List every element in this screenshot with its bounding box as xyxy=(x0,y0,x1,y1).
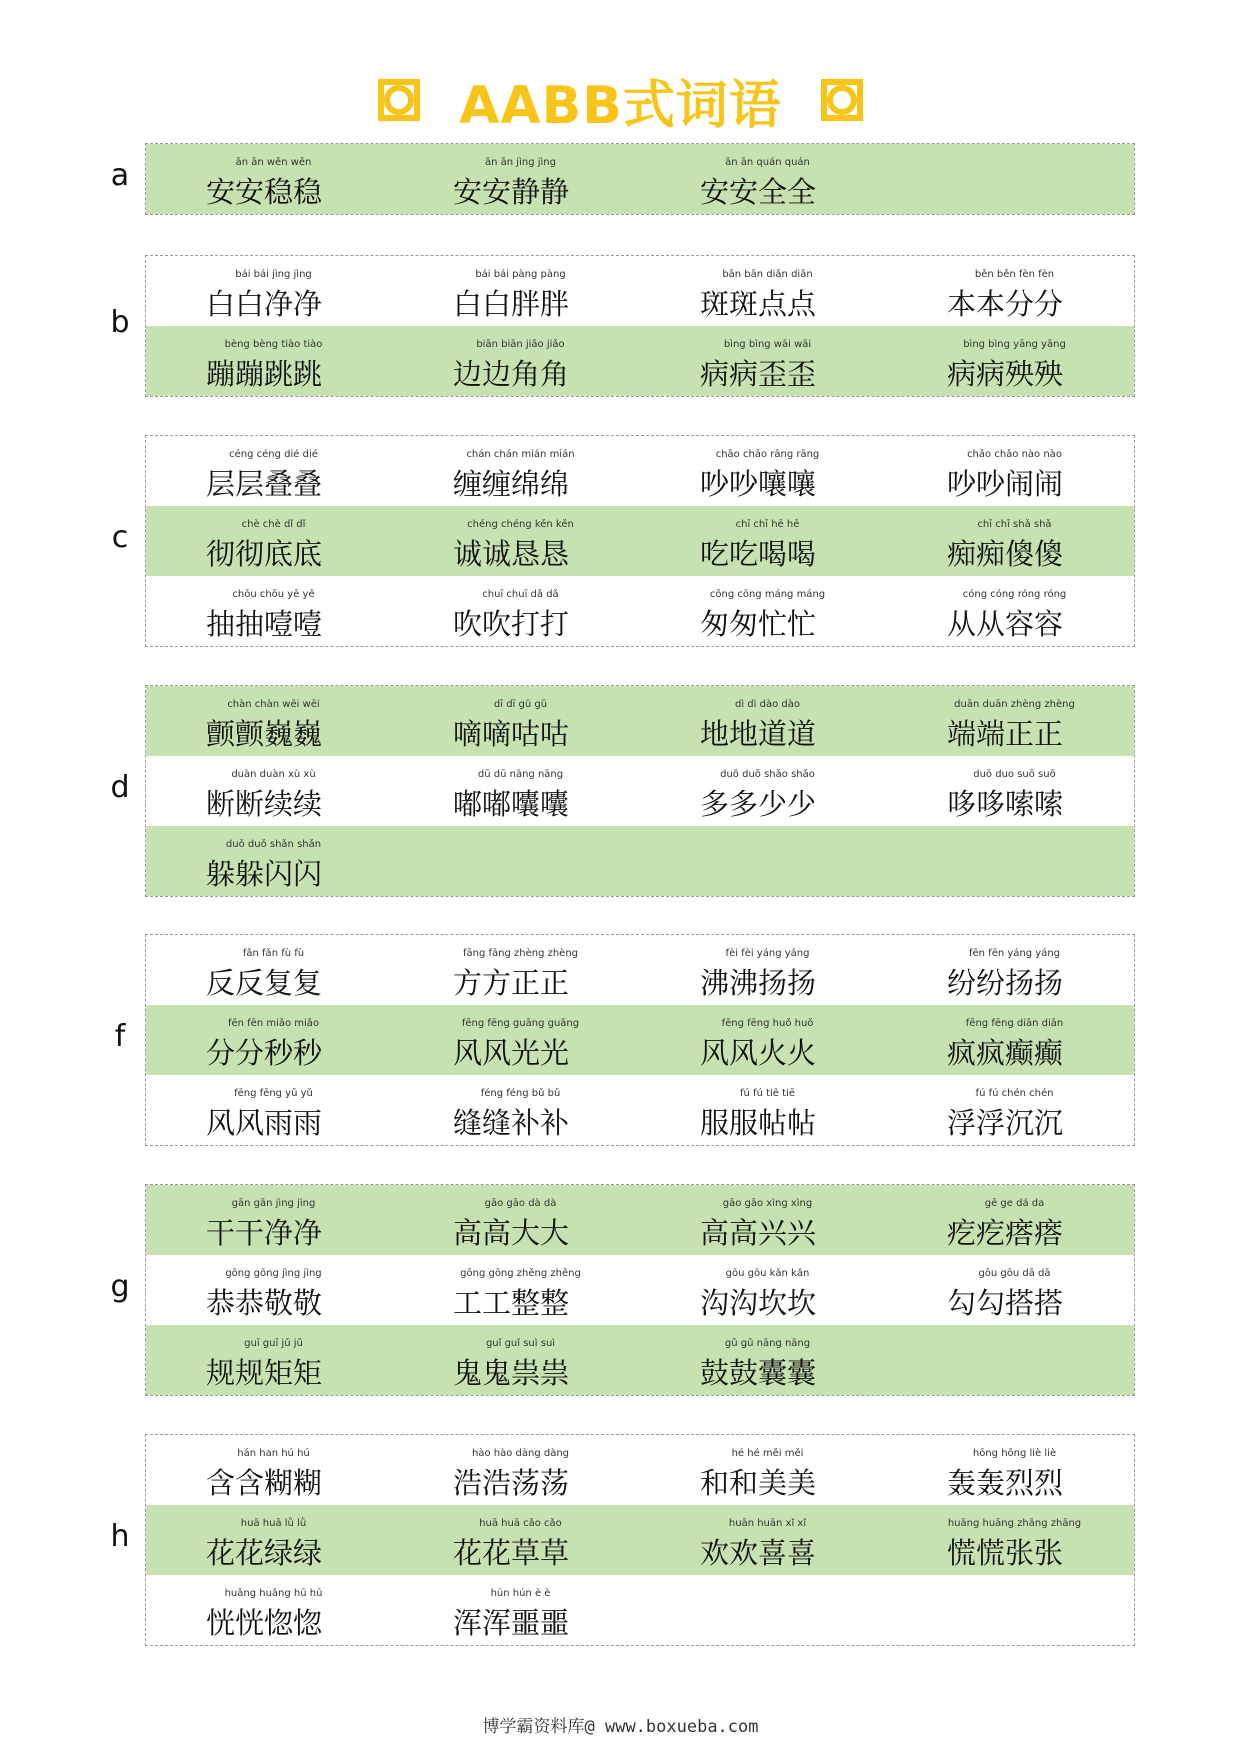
word-text: 层层叠叠 xyxy=(206,467,323,501)
word-cell xyxy=(887,1185,1134,1255)
word-group-g xyxy=(145,1184,1135,1396)
pinyin-text: chōu chōu yē yē xyxy=(232,589,315,600)
word-row xyxy=(146,1575,1134,1645)
word-cell xyxy=(640,1505,887,1575)
word-cell xyxy=(640,144,887,214)
word-row xyxy=(146,506,1134,576)
pinyin-text: gāo gāo xìng xìng xyxy=(722,1198,813,1209)
word-row xyxy=(146,1325,1134,1395)
pinyin-text: dū dū nāng nāng xyxy=(477,769,564,780)
word-text: 疙疙瘩瘩 xyxy=(947,1216,1064,1250)
word-cell xyxy=(640,1255,887,1325)
word-cell xyxy=(887,1255,1134,1325)
pinyin-text: bèng bèng tiào tiào xyxy=(224,339,323,350)
word-text: 从从容容 xyxy=(947,607,1064,641)
word-text: 缝缝补补 xyxy=(453,1106,570,1140)
word-cell xyxy=(146,1575,393,1645)
word-text: 纷纷扬扬 xyxy=(947,966,1064,1000)
word-cell xyxy=(393,1005,640,1075)
pinyin-text: guǐ guǐ suì suì xyxy=(485,1338,556,1349)
group-letter-h: h xyxy=(110,1519,130,1554)
pinyin-text: céng céng dié dié xyxy=(229,449,318,460)
pinyin-text: gōu gōu kǎn kǎn xyxy=(725,1268,810,1279)
word-text: 含含糊糊 xyxy=(206,1466,323,1500)
word-text: 浑浑噩噩 xyxy=(453,1606,570,1640)
pinyin-text: duō duō shǎo shǎo xyxy=(720,769,815,780)
pinyin-text: chǎo chǎo nào nào xyxy=(967,449,1062,460)
word-cell xyxy=(640,506,887,576)
pinyin-text: fú fú chén chén xyxy=(975,1088,1054,1099)
pinyin-text: gǔ gǔ nāng nāng xyxy=(724,1338,811,1349)
pinyin-text: gān gān jìng jìng xyxy=(231,1198,316,1209)
word-row xyxy=(146,756,1134,826)
pinyin-text: fēng fēng yǔ yǔ xyxy=(234,1088,313,1099)
word-cell xyxy=(393,1575,640,1645)
word-text: 分分秒秒 xyxy=(206,1036,323,1070)
word-text: 浮浮沉沉 xyxy=(947,1106,1064,1140)
word-text: 鼓鼓囊囊 xyxy=(700,1356,817,1390)
pinyin-text: chè chè dǐ dǐ xyxy=(241,519,306,530)
word-cell xyxy=(887,686,1134,756)
word-cell xyxy=(393,1185,640,1255)
pinyin-text: huǎng huǎng hū hū xyxy=(224,1588,323,1599)
word-cell xyxy=(640,1185,887,1255)
word-cell xyxy=(146,436,393,506)
word-text: 恍恍惚惚 xyxy=(206,1606,323,1640)
word-cell xyxy=(393,436,640,506)
pinyin-text: cóng cóng róng róng xyxy=(962,589,1067,600)
word-text: 斑斑点点 xyxy=(700,287,817,321)
pinyin-text: huā huā lǜ lǜ xyxy=(240,1518,307,1529)
pinyin-text: gōng gōng zhěng zhěng xyxy=(460,1268,581,1279)
group-letter-f: f xyxy=(114,1019,126,1054)
word-cell xyxy=(146,576,393,646)
word-cell xyxy=(640,756,887,826)
pinyin-text: chuī chuī dǎ dǎ xyxy=(482,589,559,600)
word-text: 彻彻底底 xyxy=(206,537,323,571)
word-row xyxy=(146,1435,1134,1505)
word-text: 安安静静 xyxy=(453,175,570,209)
ornament-icon-right xyxy=(818,76,866,124)
word-text: 花花草草 xyxy=(453,1536,570,1570)
pinyin-text: fǎn fǎn fù fù xyxy=(242,948,305,959)
pinyin-text: ān ān quán quán xyxy=(725,157,810,168)
pinyin-text: gāo gāo dà dà xyxy=(484,1198,557,1209)
group-letter-c: c xyxy=(111,520,129,555)
word-text: 风风火火 xyxy=(700,1036,817,1070)
word-text: 抽抽噎噎 xyxy=(206,607,323,641)
word-cell xyxy=(146,1435,393,1505)
word-cell xyxy=(640,1075,887,1145)
word-cell xyxy=(146,686,393,756)
group-letter-a: a xyxy=(110,158,130,193)
pinyin-text: gōu gōu dā dā xyxy=(978,1268,1051,1279)
word-cell xyxy=(393,756,640,826)
pinyin-text: fēng fēng guāng guāng xyxy=(461,1018,580,1029)
pinyin-text: bái bái pàng pàng xyxy=(475,269,566,280)
word-cell xyxy=(393,1325,640,1395)
pinyin-text: hún hún è è xyxy=(490,1588,551,1599)
pinyin-text: chán chán mián mián xyxy=(466,449,575,460)
word-text: 病病殃殃 xyxy=(947,357,1064,391)
word-text: 诚诚恳恳 xyxy=(453,537,570,571)
word-text: 嘀嘀咕咕 xyxy=(453,717,570,751)
word-cell xyxy=(640,1005,887,1075)
word-cell xyxy=(146,1075,393,1145)
word-cell xyxy=(393,1255,640,1325)
word-cell xyxy=(146,1505,393,1575)
word-cell xyxy=(393,506,640,576)
word-row xyxy=(146,686,1134,756)
word-cell xyxy=(146,256,393,326)
word-text: 花花绿绿 xyxy=(206,1536,323,1570)
word-cell xyxy=(640,935,887,1005)
word-text: 病病歪歪 xyxy=(700,357,817,391)
pinyin-text: duàn duàn xù xù xyxy=(231,769,316,780)
pinyin-text: fēn fēn yáng yáng xyxy=(968,948,1061,959)
word-text: 安安全全 xyxy=(700,175,817,209)
pinyin-text: fāng fāng zhèng zhèng xyxy=(462,948,579,959)
word-group-f xyxy=(145,934,1135,1146)
pinyin-text: fēng fēng huǒ huǒ xyxy=(721,1018,814,1029)
word-cell xyxy=(887,506,1134,576)
word-text: 风风光光 xyxy=(453,1036,570,1070)
word-cell xyxy=(146,1255,393,1325)
word-cell xyxy=(146,1185,393,1255)
pinyin-text: gōng gōng jìng jìng xyxy=(225,1268,322,1279)
pinyin-text: duān duān zhèng zhèng xyxy=(954,699,1075,710)
word-row xyxy=(146,1185,1134,1255)
word-text: 浩浩荡荡 xyxy=(453,1466,570,1500)
word-cell xyxy=(640,436,887,506)
page-title: AABB式词语 xyxy=(459,75,782,136)
pinyin-text: hé hé měi měi xyxy=(731,1448,804,1459)
word-text: 欢欢喜喜 xyxy=(700,1536,817,1570)
word-cell xyxy=(887,326,1134,396)
pinyin-text: duō duo suō suō xyxy=(973,769,1056,780)
word-text: 白白净净 xyxy=(206,287,323,321)
word-text: 本本分分 xyxy=(947,287,1064,321)
pinyin-text: chī chī hē hē xyxy=(735,519,800,530)
word-cell xyxy=(146,935,393,1005)
pinyin-text: bìng bìng wāi wāi xyxy=(723,339,812,350)
pinyin-text: bái bái jìng jìng xyxy=(235,269,312,280)
word-cell xyxy=(887,1075,1134,1145)
pinyin-text: féng féng bǔ bǔ xyxy=(480,1088,561,1099)
word-text: 沟沟坎坎 xyxy=(700,1286,817,1320)
pinyin-text: fú fú tiē tiē xyxy=(740,1088,795,1099)
group-letter-g: g xyxy=(110,1269,130,1304)
word-text: 哆哆嗦嗦 xyxy=(947,787,1064,821)
word-group-c xyxy=(145,435,1135,647)
word-text: 轰轰烈烈 xyxy=(947,1466,1064,1500)
pinyin-text: hào hào dàng dàng xyxy=(471,1448,570,1459)
word-row xyxy=(146,144,1134,214)
word-row xyxy=(146,576,1134,646)
word-cell xyxy=(146,1325,393,1395)
group-letter-d: d xyxy=(110,770,130,805)
word-cell xyxy=(393,1505,640,1575)
pinyin-text: huāng huāng zhāng zhāng xyxy=(947,1518,1082,1529)
word-row xyxy=(146,1505,1134,1575)
pinyin-text: hōng hōng liè liè xyxy=(972,1448,1057,1459)
word-text: 边边角角 xyxy=(453,357,570,391)
word-cell xyxy=(393,686,640,756)
word-group-h xyxy=(145,1434,1135,1646)
word-cell xyxy=(393,935,640,1005)
pinyin-text: bìng bìng yāng yāng xyxy=(963,339,1066,350)
pinyin-text: chéng chéng kěn kěn xyxy=(467,519,574,530)
pinyin-text: duǒ duǒ shǎn shǎn xyxy=(225,839,322,850)
footer-credit: 博学霸资料库@ www.boxueba.com xyxy=(482,1717,759,1737)
word-cell xyxy=(393,1435,640,1505)
ornament-icon-left xyxy=(375,76,423,124)
word-text: 多多少少 xyxy=(700,787,817,821)
word-text: 慌慌张张 xyxy=(947,1536,1064,1570)
word-text: 吃吃喝喝 xyxy=(700,537,817,571)
word-text: 勾勾搭搭 xyxy=(947,1286,1064,1320)
word-row xyxy=(146,1005,1134,1075)
word-cell xyxy=(393,144,640,214)
word-row xyxy=(146,436,1134,506)
pinyin-text: hán han hú hú xyxy=(237,1448,310,1459)
group-letter-b: b xyxy=(110,305,130,340)
word-text: 服服帖帖 xyxy=(700,1106,817,1140)
word-text: 高高兴兴 xyxy=(700,1216,817,1250)
word-cell xyxy=(640,686,887,756)
word-cell xyxy=(887,256,1134,326)
word-text: 工工整整 xyxy=(453,1286,570,1320)
word-row xyxy=(146,326,1134,396)
word-text: 吵吵闹闹 xyxy=(947,467,1064,501)
word-cell xyxy=(887,935,1134,1005)
pinyin-text: cōng cōng máng máng xyxy=(709,589,826,600)
title-bar xyxy=(0,60,1241,140)
word-text: 蹦蹦跳跳 xyxy=(206,357,323,391)
word-text: 沸沸扬扬 xyxy=(700,966,817,1000)
pinyin-text: dī dī gū gū xyxy=(493,699,548,710)
pinyin-text: ān ān jìng jìng xyxy=(485,157,556,168)
word-text: 白白胖胖 xyxy=(453,287,570,321)
word-text: 躲躲闪闪 xyxy=(206,857,323,891)
word-group-a xyxy=(145,143,1135,215)
word-text: 吹吹打打 xyxy=(453,607,570,641)
word-group-d xyxy=(145,685,1135,897)
pinyin-text: biān biān jiǎo jiǎo xyxy=(476,339,565,350)
word-cell xyxy=(146,756,393,826)
word-group-b xyxy=(145,255,1135,397)
word-row xyxy=(146,826,1134,896)
word-cell xyxy=(887,756,1134,826)
pinyin-text: fēng fēng diān diān xyxy=(965,1018,1064,1029)
word-text: 地地道道 xyxy=(700,717,817,751)
word-cell xyxy=(640,256,887,326)
word-text: 嘟嘟囔囔 xyxy=(453,787,570,821)
pinyin-text: chàn chàn wēi wēi xyxy=(227,699,320,710)
word-cell xyxy=(393,1075,640,1145)
word-cell xyxy=(146,1005,393,1075)
word-cell xyxy=(640,326,887,396)
word-text: 断断续续 xyxy=(206,787,323,821)
word-cell xyxy=(887,576,1134,646)
pinyin-text: guī guī jǔ jǔ xyxy=(244,1338,303,1349)
word-cell xyxy=(393,576,640,646)
pinyin-text: dì dì dào dào xyxy=(735,699,800,710)
word-row xyxy=(146,935,1134,1005)
word-text: 恭恭敬敬 xyxy=(206,1286,323,1320)
word-row xyxy=(146,1075,1134,1145)
word-text: 风风雨雨 xyxy=(206,1106,323,1140)
word-text: 反反复复 xyxy=(206,966,323,1000)
word-text: 端端正正 xyxy=(947,717,1064,751)
word-cell xyxy=(640,576,887,646)
word-text: 高高大大 xyxy=(453,1216,570,1250)
pinyin-text: ān ān wěn wěn xyxy=(235,157,312,168)
word-text: 吵吵嚷嚷 xyxy=(700,467,817,501)
word-cell xyxy=(146,326,393,396)
pinyin-text: bān bān diǎn diǎn xyxy=(722,269,813,280)
word-cell xyxy=(146,506,393,576)
word-cell xyxy=(393,326,640,396)
word-row xyxy=(146,256,1134,326)
word-text: 安安稳稳 xyxy=(206,175,323,209)
pinyin-text: huā huā cǎo cǎo xyxy=(479,1518,562,1529)
word-text: 痴痴傻傻 xyxy=(947,537,1064,571)
word-text: 方方正正 xyxy=(453,966,570,1000)
word-cell xyxy=(887,1435,1134,1505)
word-text: 疯疯癫癫 xyxy=(947,1036,1064,1070)
word-cell xyxy=(146,826,393,896)
pinyin-text: chāo chāo rāng rāng xyxy=(715,449,820,460)
word-text: 匆匆忙忙 xyxy=(700,607,817,641)
pinyin-text: gē ge dá da xyxy=(984,1198,1045,1209)
word-text: 缠缠绵绵 xyxy=(453,467,570,501)
word-cell xyxy=(640,1325,887,1395)
pinyin-text: běn běn fèn fèn xyxy=(974,269,1055,280)
word-cell xyxy=(887,1005,1134,1075)
word-text: 干干净净 xyxy=(206,1216,323,1250)
pinyin-text: huān huān xǐ xǐ xyxy=(728,1518,807,1529)
word-cell xyxy=(640,1435,887,1505)
pinyin-text: fèi fèi yáng yáng xyxy=(725,948,810,959)
pinyin-text: fēn fēn miǎo miǎo xyxy=(227,1018,320,1029)
word-text: 颤颤巍巍 xyxy=(206,717,323,751)
word-text: 规规矩矩 xyxy=(206,1356,323,1390)
word-row xyxy=(146,1255,1134,1325)
word-cell xyxy=(887,436,1134,506)
word-cell xyxy=(887,1505,1134,1575)
pinyin-text: chī chī shǎ shǎ xyxy=(977,519,1052,530)
word-cell xyxy=(393,256,640,326)
word-text: 鬼鬼祟祟 xyxy=(453,1356,570,1390)
word-cell xyxy=(146,144,393,214)
word-text: 和和美美 xyxy=(700,1466,817,1500)
